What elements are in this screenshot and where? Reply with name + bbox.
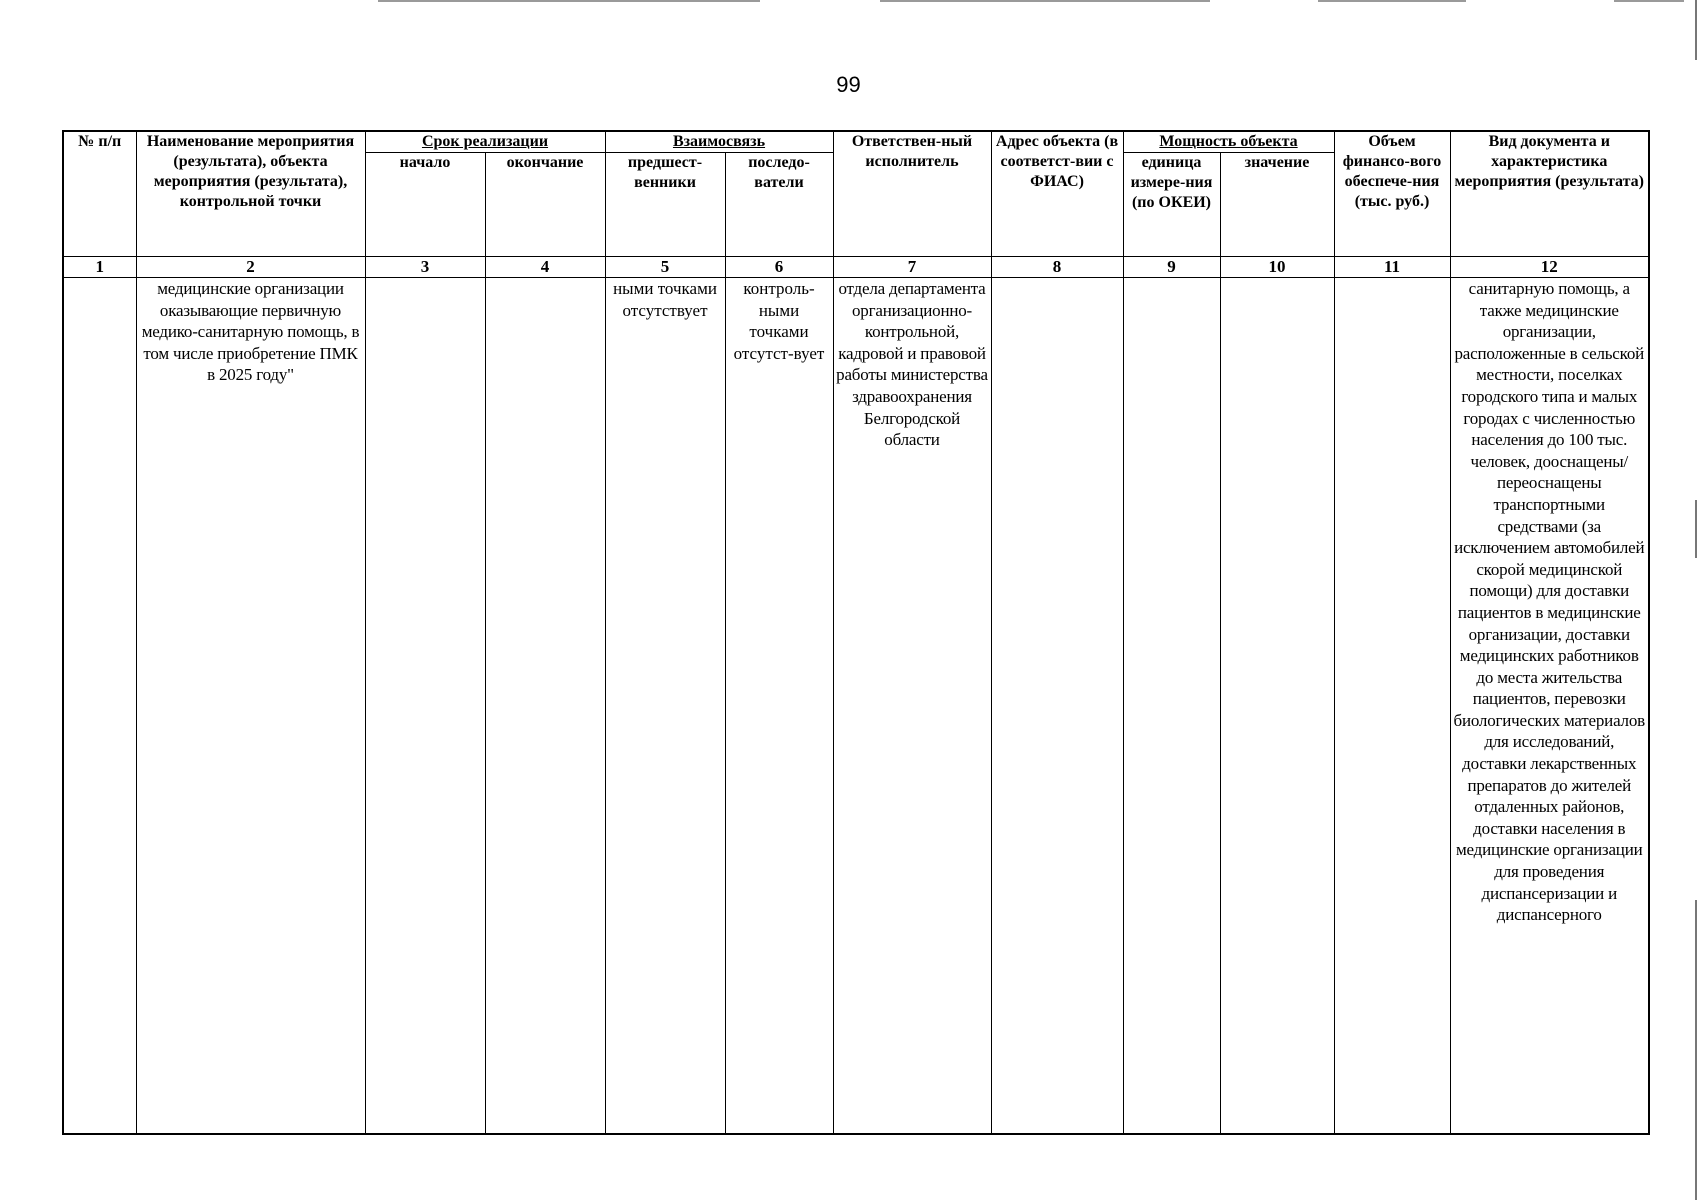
header-term-end: окончание	[485, 153, 605, 257]
plan-table	[62, 130, 1650, 1135]
scan-top-line-left	[378, 0, 760, 2]
column-number: 12	[1450, 257, 1649, 278]
cell-name: медицинские организации оказывающие первичную медико-санитарную помощь, в том числе приобретение ПМК в 2025 году"	[136, 278, 365, 1135]
cell-successors: контроль-ными точками отсутст-вует	[725, 278, 833, 1135]
cell-address	[991, 278, 1123, 1135]
cell-document: санитарную помощь, а также медицинские организации, расположенные в сельской местности, поселках городского типа и малых городах с численностью населения до 100 тыс. человек, дооснащены/ переоснащены транспортными средствами (за исключением автомобилей скорой медицинской помощи) для доставки пациентов в медицинские организации, доставки медицинских работников до места жительства пациентов, перевозки биологических материалов для исследований, доставки лекарственных препаратов до жителей отдаленных районов, доставки населения в медицинские организации для проведения диспансеризации и диспансерного	[1450, 278, 1649, 1135]
cell-capacity-unit	[1123, 278, 1220, 1135]
header-link: Взаимосвязь	[605, 131, 833, 153]
page-number: 99	[836, 72, 861, 97]
cell-predecessors: ными точками отсутствует	[605, 278, 725, 1135]
cell-capacity-value	[1220, 278, 1334, 1135]
column-number: 9	[1123, 257, 1220, 278]
cell-finance	[1334, 278, 1450, 1135]
cell-num	[63, 278, 136, 1135]
column-number: 5	[605, 257, 725, 278]
scan-top-line-far	[1614, 0, 1684, 2]
cell-responsible: отдела департамента организационно-контрольной, кадровой и правовой работы министерства здравоохранения Белгородской области	[833, 278, 991, 1135]
column-number: 8	[991, 257, 1123, 278]
header-name: Наименование мероприятия (результата), объекта мероприятия (результата), контрольной точки	[136, 131, 365, 257]
header-finance: Объем финансо-вого обеспече-ния (тыс. руб.)	[1334, 131, 1450, 257]
header-link-predecessors: предшест-венники	[605, 153, 725, 257]
header-num: № п/п	[63, 131, 136, 257]
scan-top-line-mid	[880, 0, 1210, 2]
column-number: 1	[63, 257, 136, 278]
column-number: 7	[833, 257, 991, 278]
header-address: Адрес объекта (в соответст-вии с ФИАС)	[991, 131, 1123, 257]
header-term: Срок реализации	[365, 131, 605, 153]
table-row	[63, 278, 1649, 1135]
column-number: 10	[1220, 257, 1334, 278]
column-number: 11	[1334, 257, 1450, 278]
header-responsible: Ответствен-ный исполнитель	[833, 131, 991, 257]
cell-term-start	[365, 278, 485, 1135]
column-number: 4	[485, 257, 605, 278]
header-document: Вид документа и характеристика мероприятия (результата)	[1450, 131, 1649, 257]
header-capacity-value: значение	[1220, 153, 1334, 257]
column-number-row	[63, 257, 1649, 278]
header-term-start: начало	[365, 153, 485, 257]
column-number: 3	[365, 257, 485, 278]
cell-term-end	[485, 278, 605, 1135]
header-capacity: Мощность объекта	[1123, 131, 1334, 153]
column-number: 6	[725, 257, 833, 278]
header-link-successors: последо-ватели	[725, 153, 833, 257]
header-capacity-unit: единица измере-ния (по ОКЕИ)	[1123, 153, 1220, 257]
column-number: 2	[136, 257, 365, 278]
scan-top-line-right	[1318, 0, 1466, 2]
